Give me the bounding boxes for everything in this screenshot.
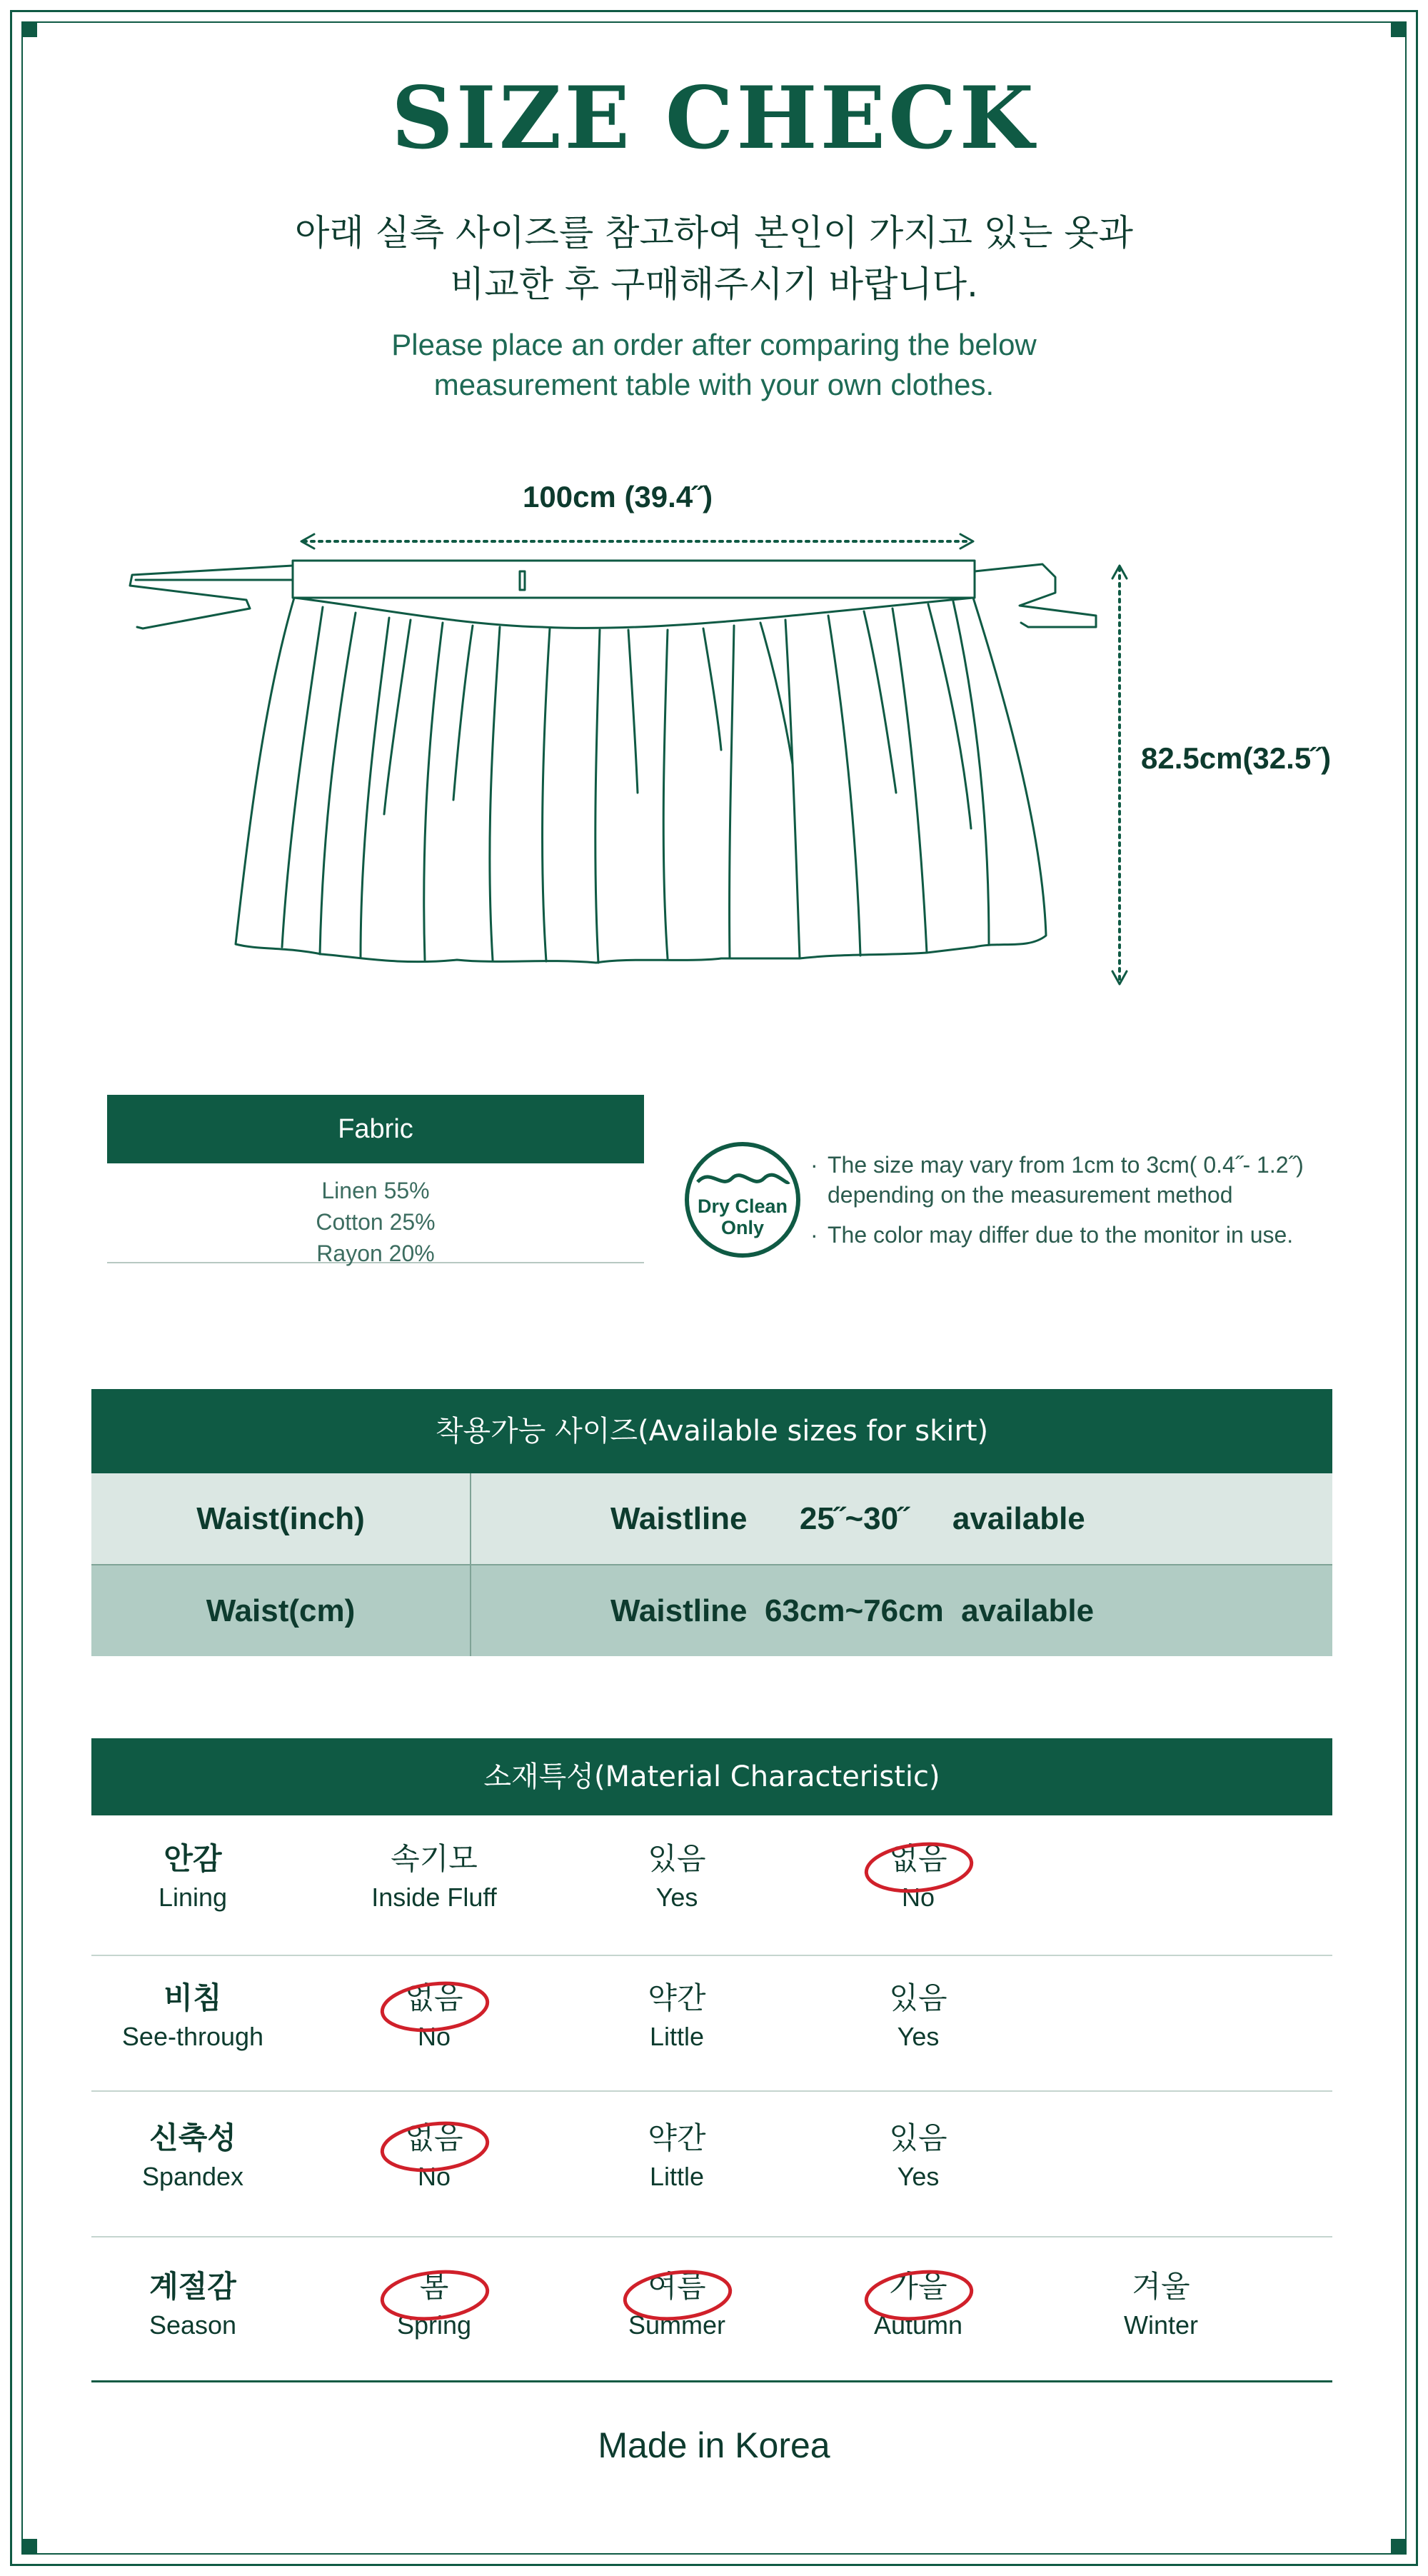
option-en: No [417, 2162, 451, 2191]
fabric-item: Linen 55% [321, 1178, 430, 1203]
selected-circle-mark [863, 2267, 975, 2323]
made-in-label: Made in Korea [598, 2425, 830, 2465]
fabric-table [107, 1095, 644, 1266]
characteristic-en: Season [149, 2310, 237, 2340]
fabric-composition [107, 1163, 644, 1266]
corner-mark [1391, 21, 1407, 37]
characteristic-label [100, 2266, 286, 2343]
dry-clean-text: Dry Clean [697, 1196, 788, 1217]
care-note [810, 1220, 1396, 1250]
table-row [91, 1815, 1332, 1956]
characteristic-kr: 신축성 [149, 2120, 236, 2155]
size-row-label: Waist(inch) [91, 1473, 471, 1564]
option-cell-selected [341, 2266, 527, 2343]
option-cell-selected [341, 2118, 527, 2195]
size-row-value: Waistline 63cm~76cm available [610, 1593, 1095, 1628]
characteristic-en: See-through [121, 2022, 264, 2051]
option-cell [584, 2118, 770, 2195]
table-row [91, 1956, 1332, 2092]
option-kr: 봄 [419, 2269, 449, 2304]
dry-clean-text: Only [720, 1217, 765, 1238]
option-en: Little [649, 2162, 705, 2191]
option-kr: 여름 [648, 2269, 706, 2304]
option-cell-selected [825, 1838, 1011, 1915]
selected-circle-mark [621, 2267, 734, 2323]
option-cell [825, 2118, 1011, 2195]
option-en: Yes [655, 1883, 698, 1912]
characteristic-kr: 계절감 [149, 2269, 236, 2304]
skirt-diagram [0, 457, 1428, 1014]
size-row-label: Waist(cm) [91, 1565, 471, 1656]
characteristic-label [100, 1838, 286, 1915]
option-en: Yes [897, 2162, 940, 2191]
option-cell [584, 1838, 770, 1915]
option-kr: 있음 [889, 1980, 947, 2015]
sizes-header: 착용가능 사이즈(Available sizes for skirt) [91, 1389, 1332, 1473]
korean-intro [0, 207, 1428, 310]
skirt-drawing [0, 457, 1428, 1014]
characteristic-kr: 비침 [164, 1980, 222, 2015]
characteristic-kr: 안감 [164, 1841, 222, 1876]
characteristic-en: Lining [158, 1883, 228, 1912]
dry-clean-only-icon [682, 1139, 803, 1261]
option-kr: 있음 [889, 2120, 947, 2155]
table-row [91, 2092, 1332, 2237]
corner-mark [21, 21, 37, 37]
english-intro-line: measurement table with your own clothes. [433, 368, 995, 401]
option-cell [1068, 2266, 1254, 2343]
option-kr: 속기모 [391, 1841, 478, 1876]
option-en: Little [649, 2022, 705, 2051]
care-note-text: · The color may differ due to the monitor in use. [828, 1222, 1294, 1248]
dry-clean-badge [682, 1139, 803, 1261]
selected-circle-mark [378, 1979, 491, 2035]
english-intro-line: Please place an order after comparing the below [391, 328, 1037, 361]
option-en: Autumn [873, 2310, 963, 2340]
care-note [810, 1150, 1396, 1210]
care-note-text: depending on the measurement method [828, 1182, 1233, 1208]
option-cell [825, 1978, 1011, 2055]
option-cell-selected [584, 2266, 770, 2343]
option-kr: 가을 [889, 2269, 947, 2304]
size-row-value: Waistline 25˝~30˝ available [610, 1500, 1085, 1536]
option-en: Winter [1123, 2310, 1198, 2340]
table-row [91, 2237, 1332, 2382]
option-kr: 약간 [648, 2120, 706, 2155]
option-kr: 약간 [648, 1980, 706, 2015]
characteristic-label [100, 1978, 286, 2055]
korean-intro-line: 아래 실측 사이즈를 참고하여 본인이 가지고 있는 옷과 [295, 212, 1133, 254]
selected-circle-mark [863, 1840, 975, 1895]
option-kr: 있음 [648, 1841, 706, 1876]
fabric-header: Fabric [107, 1095, 644, 1163]
option-kr: 겨울 [1132, 2269, 1190, 2304]
fabric-item: Cotton 25% [316, 1209, 436, 1235]
option-en: Yes [897, 2022, 940, 2051]
option-en: Inside Fluff [371, 1883, 497, 1912]
care-notes [810, 1150, 1396, 1260]
fabric-item: Rayon 20% [316, 1241, 435, 1266]
characteristic-label [100, 2118, 286, 2195]
characteristic-en: Spandex [141, 2162, 244, 2191]
option-cell-selected [341, 1978, 527, 2055]
table-row [91, 1473, 1332, 1565]
option-kr: 없음 [405, 1980, 463, 2015]
option-kr: 없음 [405, 2120, 463, 2155]
option-en: Summer [628, 2310, 726, 2340]
available-sizes-table [91, 1389, 1332, 1656]
selected-circle-mark [378, 2267, 491, 2323]
option-cell [341, 1838, 527, 1915]
page-title: SIZE CHECK [391, 68, 1037, 169]
option-en: No [901, 1883, 935, 1912]
length-measurement-label: 82.5cm(32.5˝) [1141, 741, 1332, 775]
table-row [91, 1565, 1332, 1656]
option-cell [584, 1978, 770, 2055]
materials-header: 소재특성(Material Characteristic) [91, 1738, 1332, 1815]
corner-mark [1391, 2539, 1407, 2555]
option-en: Spring [396, 2310, 472, 2340]
material-characteristics-table [91, 1738, 1332, 2382]
option-en: No [417, 2022, 451, 2051]
option-kr: 없음 [889, 1841, 947, 1876]
width-measurement-label: 100cm (39.4˝) [523, 480, 713, 513]
option-cell-selected [825, 2266, 1011, 2343]
english-intro [0, 325, 1428, 405]
korean-intro-line: 비교한 후 구매해주시기 바랍니다. [450, 264, 978, 305]
corner-mark [21, 2539, 37, 2555]
selected-circle-mark [378, 2119, 491, 2175]
care-note-text: · The size may vary from 1cm to 3cm( 0.4˝- 1.2˝) [828, 1152, 1304, 1178]
